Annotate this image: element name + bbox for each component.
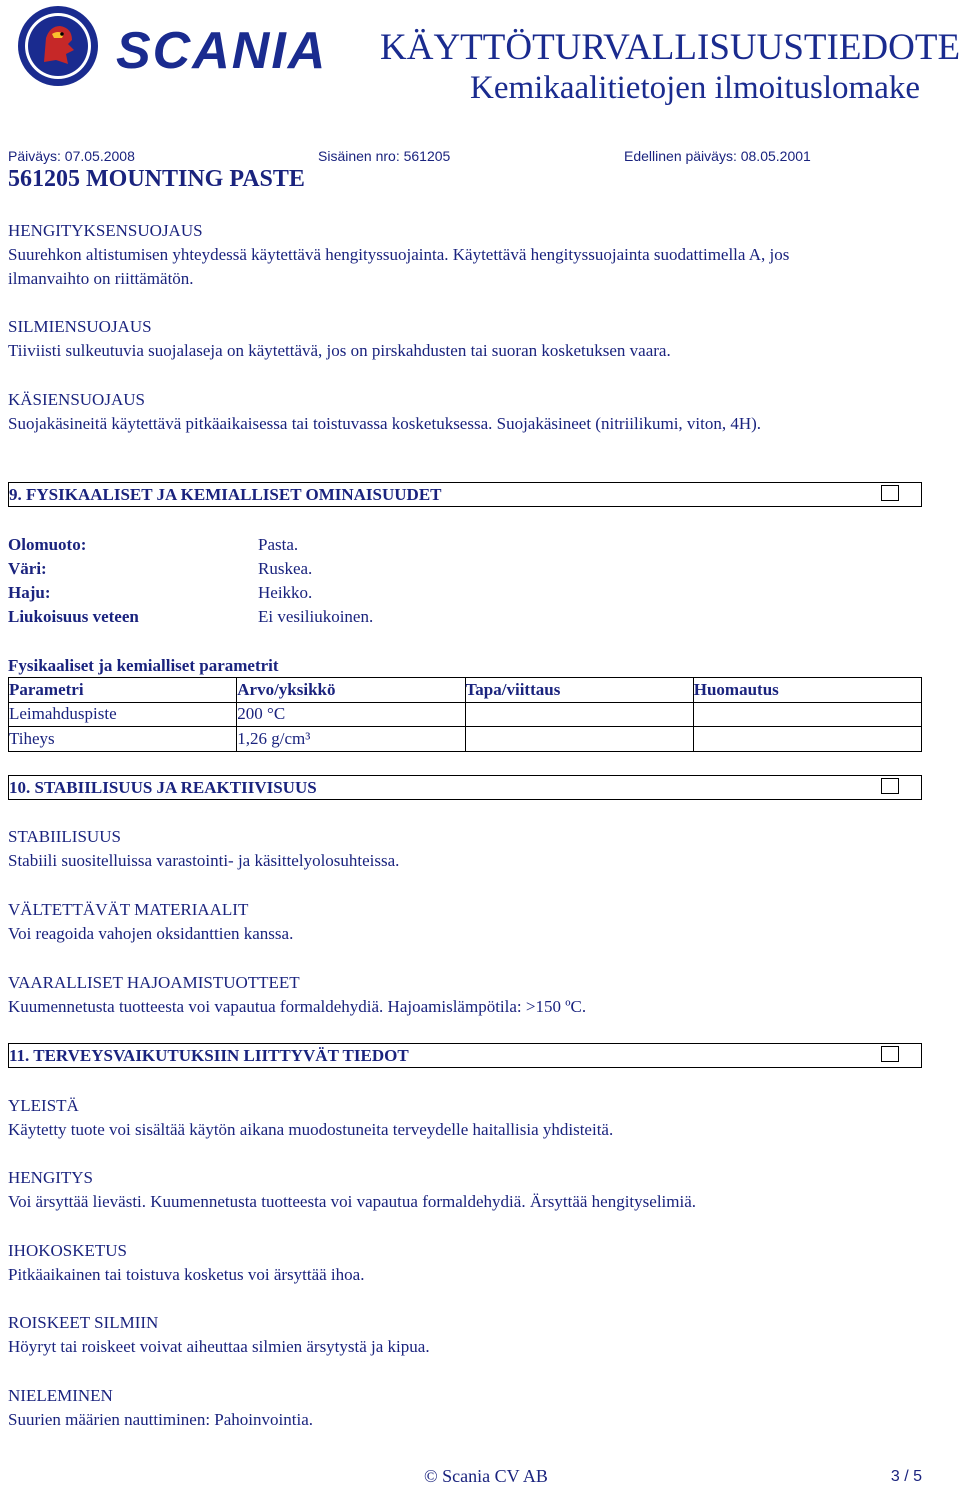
section-10-title: 10. STABIILISUUS JA REAKTIIVISUUS (9, 778, 317, 797)
respiratory-protection-heading: HENGITYKSENSUOJAUS (8, 221, 203, 240)
materials-to-avoid-heading: VÄLTETTÄVÄT MATERIAALIT (8, 900, 249, 919)
section-9-checkbox[interactable] (881, 485, 899, 501)
prop-label-solubility: Liukoisuus veteen (8, 607, 139, 626)
prop-label-odor: Haju: (8, 583, 51, 602)
prop-label-form: Olomuoto: (8, 535, 87, 554)
table-row (9, 702, 922, 727)
eye-splash-text: Höyryt tai roiskeet voivat aiheuttaa silmien ärsytystä ja kipua. (8, 1337, 430, 1356)
prop-value-form: Pasta. (258, 535, 299, 554)
eye-protection-heading: SILMIENSUOJAUS (8, 317, 152, 336)
decomposition-products-text: Kuumennetusta tuotteesta voi vapautua formaldehydiä. Hajoamislämpötila: >150 ºC. (8, 997, 587, 1016)
respiratory-protection-text-2: ilmanvaihto on riittämätön. (8, 269, 194, 288)
table-cell (693, 702, 921, 727)
table-header-row (9, 678, 922, 703)
general-text: Käytetty tuote voi sisältää käytön aikana muodostuneita terveydelle haitallisia yhdisteitä. (8, 1120, 614, 1139)
section-11-checkbox[interactable] (881, 1046, 899, 1062)
hand-protection-text: Suojakäsineitä käytettävä pitkäaikaisessa tai toistuvassa kosketuksessa. Suojakäsineet (nitriilikumi, viton, 4H). (8, 414, 762, 433)
table-row (9, 727, 922, 752)
section-9-title: 9. FYSIKAALISET JA KEMIALLISET OMINAISUUDET (9, 485, 442, 504)
table-cell (465, 702, 693, 727)
table-cell: 1,26 g/cm³ (237, 727, 465, 752)
parameters-table (8, 677, 922, 752)
stability-text: Stabiili suositelluissa varastointi- ja käsittelyolosuhteissa. (8, 851, 400, 870)
table-cell: Tiheys (9, 727, 237, 752)
prop-value-solubility: Ei vesiliukoinen. (258, 607, 374, 626)
table-header-cell: Tapa/viittaus (465, 678, 693, 703)
table-header-cell: Huomautus (693, 678, 921, 703)
ingestion-heading: NIELEMINEN (8, 1386, 113, 1405)
table-cell (465, 727, 693, 752)
table-cell: 200 °C (237, 702, 465, 727)
decomposition-products-heading: VAARALLISET HAJOAMISTUOTTEET (8, 973, 300, 992)
table-header-cell: Arvo/yksikkö (237, 678, 465, 703)
eye-splash-heading: ROISKEET SILMIIN (8, 1313, 159, 1332)
materials-to-avoid-text: Voi reagoida vahojen oksidanttien kanssa. (8, 924, 294, 943)
brand-wordmark: SCANIA (116, 22, 328, 80)
section-9-bar (8, 482, 922, 507)
inhalation-heading: HENGITYS (8, 1168, 93, 1187)
issue-date: Päiväys: 07.05.2008 (8, 148, 135, 164)
table-cell (693, 727, 921, 752)
prop-value-color: Ruskea. (258, 559, 313, 578)
hand-protection-heading: KÄSIENSUOJAUS (8, 390, 145, 409)
section-11-title: 11. TERVEYSVAIKUTUKSIIN LIITTYVÄT TIEDOT (9, 1046, 409, 1065)
parameters-table-caption: Fysikaaliset ja kemialliset parametrit (8, 656, 279, 675)
document-subtitle: Kemikaalitietojen ilmoituslomake (470, 70, 920, 106)
skin-contact-text: Pitkäaikainen tai toistuva kosketus voi ärsyttää ihoa. (8, 1265, 365, 1284)
eye-protection-text: Tiiviisti sulkeutuvia suojalaseja on käytettävä, jos on pirskahdusten tai suoran kosketuksen vaara. (8, 341, 671, 360)
internal-number: Sisäinen nro: 561205 (318, 148, 451, 164)
document-title: KÄYTTÖTURVALLISUUSTIEDOTE (380, 27, 960, 68)
prop-label-color: Väri: (8, 559, 47, 578)
section-11-bar (8, 1043, 922, 1068)
section-10-checkbox[interactable] (881, 778, 899, 794)
footer-page-number: 3 / 5 (890, 1468, 922, 1485)
respiratory-protection-text-1: Suurehkon altistumisen yhteydessä käytettävä hengityssuojainta. Käytettävä hengityssuojainta suodattimella A, jos (8, 245, 790, 264)
inhalation-text: Voi ärsyttää lievästi. Kuumennetusta tuotteesta voi vapautua formaldehydiä. Ärsyttää hengityselimiä. (8, 1192, 697, 1211)
general-heading: YLEISTÄ (8, 1096, 79, 1115)
ingestion-text: Suurien määrien nauttiminen: Pahoinvointia. (8, 1410, 313, 1429)
footer-copyright: © Scania CV AB (424, 1466, 548, 1486)
stability-heading: STABIILISUUS (8, 827, 121, 846)
previous-date: Edellinen päiväys: 08.05.2001 (624, 148, 811, 164)
table-cell: Leimahduspiste (9, 702, 237, 727)
product-name: 561205 MOUNTING PASTE (8, 166, 305, 192)
section-10-bar (8, 775, 922, 800)
prop-value-odor: Heikko. (258, 583, 313, 602)
table-header-cell: Parametri (9, 678, 237, 703)
scania-griffin-logo (8, 4, 108, 88)
skin-contact-heading: IHOKOSKETUS (8, 1241, 127, 1260)
